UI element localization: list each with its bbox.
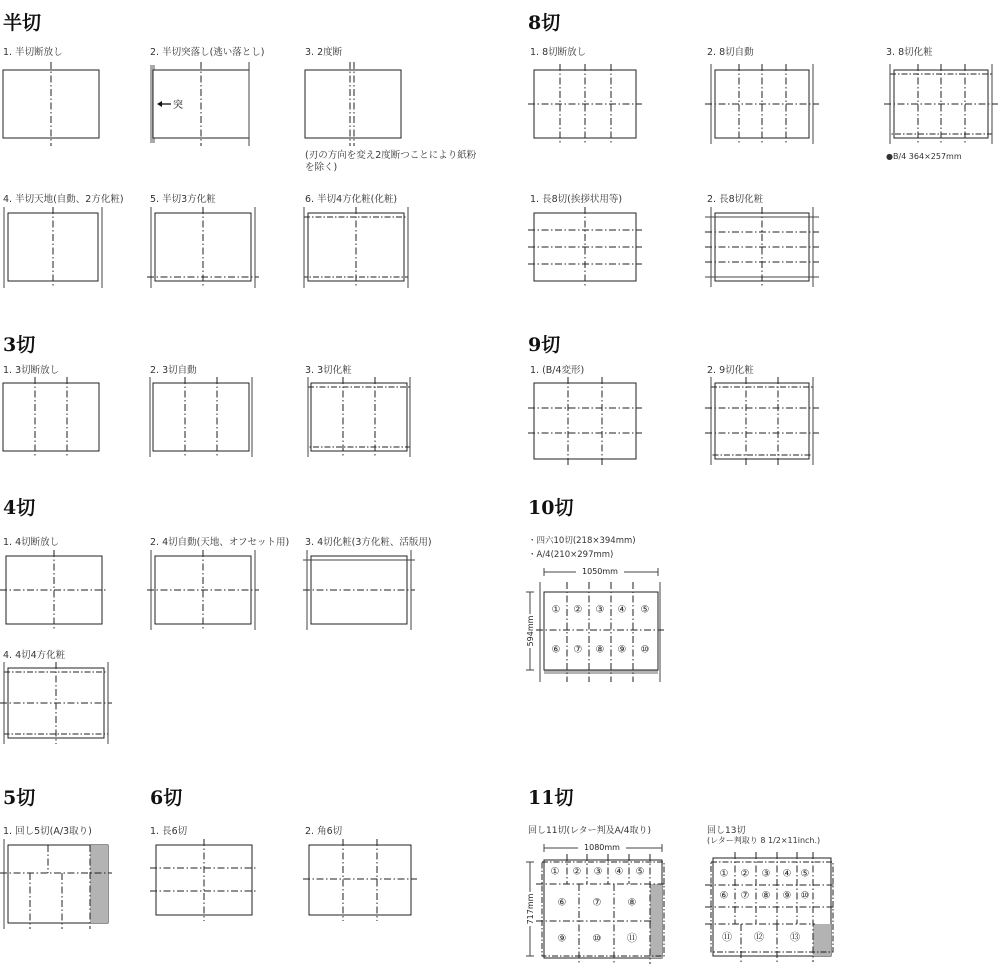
section-title-jukkiri: 10切 [528,497,574,519]
diagram-hankiri-4 [0,205,110,290]
cell13-2: ② [740,868,750,880]
cell-4: ④ [617,604,627,616]
dim-width-1050: 1050mm [582,567,618,576]
cell13-4: ④ [782,868,792,880]
section-title-gokiri: 5切 [3,787,36,809]
section-title-hachikiri: 8切 [528,12,561,34]
cell11-3: ③ [593,866,603,878]
cell-2: ② [573,604,583,616]
cell13-12: ⑫ [754,932,764,944]
label-mawashi11: 回し11切(レター判及A/4取り) [528,826,652,836]
cell11-2: ② [572,866,582,878]
cell13-7: ⑦ [740,890,750,902]
label-yonkiri-2: 2. 4切自動(天地、オフセット用) [150,537,290,548]
cell-3: ③ [595,604,605,616]
diagram-mawashi13 [705,850,835,965]
diagram-sankiri-3 [305,375,415,460]
diagram-sankiri-1 [0,375,110,460]
cell-5: ⑤ [640,604,650,616]
dim-height-717: 717mm [526,893,535,925]
diagram-naga8-1 [528,205,643,290]
cell11-1: ① [550,866,560,878]
diagram-hankiri-2 [145,60,265,150]
cell-1: ① [551,604,561,616]
diagram-yonkiri-3 [303,548,415,633]
cell13-6: ⑥ [719,890,729,902]
label-mawashi13: 回し13切 [707,826,746,836]
note-nidodan: (刃の方向を変え2度断つことにより紙粉を除く) [305,150,477,173]
diagram-hachikiri-2 [705,60,820,150]
label-yonkiri-3: 3. 4切化粧(3方化粧、活版用) [305,537,432,548]
label-gokiri-1: 1. 回し5切(A/3取り) [3,826,92,837]
cell13-13: ⑬ [790,932,800,944]
diagram-hankiri-6 [300,205,412,290]
label-hankiri-1: 1. 半切断放し [3,47,63,58]
diagram-mawashi11 [524,838,674,973]
label-sankiri-3: 3. 3切化粧 [305,365,352,376]
label-hankiri-5: 5. 半切3方化粧 [150,194,216,205]
diagram-yonkiri-2 [147,548,262,633]
diagram-kaku6 [303,837,418,927]
diagram-hachikiri-1 [528,60,643,150]
cell13-3: ③ [761,868,771,880]
cell-9: ⑨ [617,644,627,656]
label-rokukiri-1: 1. 長6切 [150,826,188,837]
section-title-juichikiri: 11切 [528,787,574,809]
cell11-10: ⑩ [592,933,602,945]
cell13-11: ⑪ [722,932,732,944]
diagram-hankiri-3 [300,60,410,150]
label-hachikiri-2: 2. 8切自動 [707,47,754,58]
cell11-6: ⑥ [557,897,567,909]
diagram-kyukiri-1 [528,375,643,465]
diagram-sankiri-2 [147,375,257,460]
cell-7: ⑦ [573,644,583,656]
label-sankiri-1: 1. 3切断放し [3,365,60,376]
section-title-rokukiri: 6切 [150,787,183,809]
label-yonkiri-1: 1. 4切断放し [3,537,60,548]
section-title-sankiri: 3切 [3,334,36,356]
note-shiroku10: ・四六10切(218×394mm) [528,536,636,546]
cell11-7: ⑦ [592,897,602,909]
cell11-8: ⑧ [627,897,637,909]
label-hankiri-3: 3. 2度断 [305,47,343,58]
label-rokukiri-2: 2. 角6切 [305,826,343,837]
label-hankiri-2: 2. 半切突落し(逃い落とし) [150,47,265,58]
label-naga8-2: 2. 長8切化粧 [707,194,764,205]
diagram-yonkiri-1 [0,548,110,633]
label-kyukiri-1: 1. (B/4変形) [530,365,585,376]
cell13-8: ⑧ [761,890,771,902]
diagram-gokiri [0,837,115,932]
push-label: 突 [173,100,183,111]
dim-width-1080: 1080mm [584,843,620,852]
label-hachikiri-1: 1. 8切断放し [530,47,587,58]
note-b4: ●B/4 364×257mm [886,152,962,161]
cell13-9: ⑨ [782,890,792,902]
diagram-hankiri-1 [0,60,110,150]
diagram-hachikiri-3 [884,60,999,150]
label-naga8-1: 1. 長8切(挨拶状用等) [530,194,623,205]
note-a4: ・A/4(210×297mm) [528,550,614,560]
cell-10: ⑩ [640,644,650,656]
diagram-yonkiri-4 [0,660,112,748]
section-title-hankiri: 半切 [3,12,42,34]
cell-6: ⑥ [551,644,561,656]
label-hankiri-4: 4. 半切天地(自動、2方化粧) [3,194,124,205]
label-hachikiri-3: 3. 8切化粧 [886,47,933,58]
label-sankiri-2: 2. 3切自動 [150,365,197,376]
cell-8: ⑧ [595,644,605,656]
cell11-4: ④ [614,866,624,878]
cell11-11: ⑪ [627,933,637,945]
diagram-kyukiri-2 [705,375,820,465]
diagram-naga8-2 [705,205,820,290]
section-title-kyukiri: 9切 [528,334,561,356]
note-letter-size: (レター判取り 8 1/2×11inch.) [707,836,821,845]
label-hankiri-6: 6. 半切4方化粧(化粧) [305,194,398,205]
cell11-5: ⑤ [635,866,645,878]
cell13-10: ⑩ [800,890,810,902]
dim-height-594: 594mm [526,615,535,647]
diagram-naga6 [150,837,262,927]
cell13-5: ⑤ [800,868,810,880]
cell13-1: ① [719,868,729,880]
label-kyukiri-2: 2. 9切化粧 [707,365,754,376]
diagram-jukkiri [524,562,674,687]
diagram-hankiri-5 [147,205,262,290]
section-title-yonkiri: 4切 [3,497,36,519]
cell11-9: ⑨ [557,933,567,945]
label-yonkiri-4: 4. 4切4方化粧 [3,650,66,661]
